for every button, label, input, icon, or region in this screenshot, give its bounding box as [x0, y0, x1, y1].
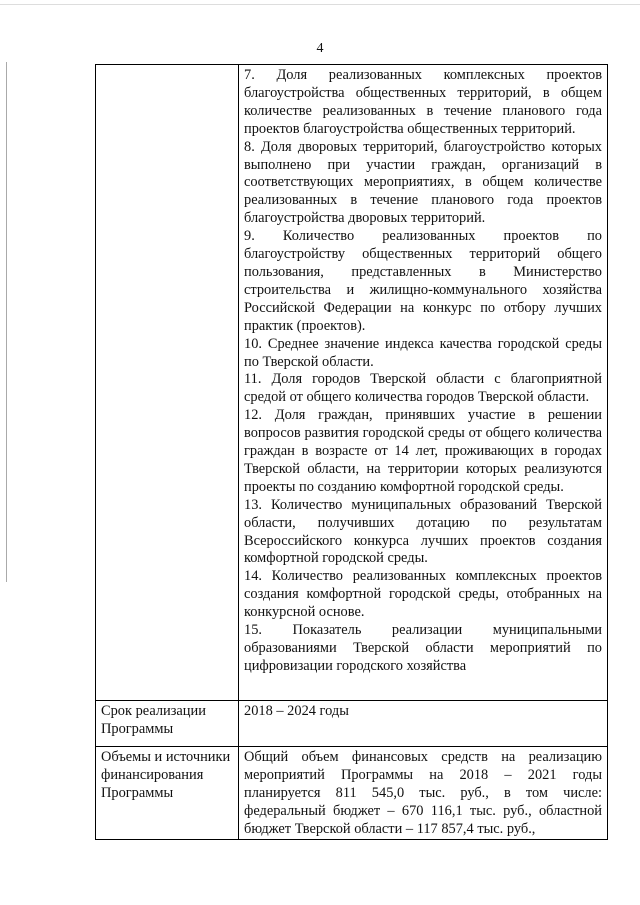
- program-passport-table: [95, 64, 608, 840]
- indicator-item: 8. Доля дворовых территорий, благоустройство которых выполнено при участии граждан, организаций в соответствующих мероприятиях, в общем количестве реализованных в течение планового года проектов благоустройства дворовых территорий.: [244, 138, 602, 227]
- table-row: [96, 747, 608, 840]
- funding-label: Объемы и источники финансирования Программы: [96, 747, 239, 840]
- table-row: [96, 65, 608, 701]
- table-row: [96, 701, 608, 747]
- scan-edge-mark: [0, 4, 640, 5]
- indicator-item: 7. Доля реализованных комплексных проектов благоустройства общественных территорий, в общем количестве реализованных в течение планового года проектов благоустройства общественных территорий.: [244, 67, 602, 137]
- indicators-cell: [239, 65, 608, 701]
- indicator-item: 9. Количество реализованных проектов по благоустройству общественных территорий общего пользования, представленных в Министерство строительства и жилищно-коммунального хозяйства Российской Федерации на конкурс по отбору лучших практик (проектов).: [244, 228, 602, 334]
- period-value: 2018 – 2024 годы: [239, 701, 608, 747]
- funding-value: Общий объем финансовых средств на реализацию мероприятий Программы на 2018 – 2021 годы планируется 811 545,0 тыс. руб., в том числе: федеральный бюджет – 670 116,1 тыс. руб., областной бюджет Тверской области – 117 857,4 тыс. руб.,: [239, 747, 608, 840]
- indicator-item: 12. Доля граждан, принявших участие в решении вопросов развития городской среды от общего количества граждан в возрасте от 14 лет, проживающих в городах Тверской области, на территории которых реализуются проекты по созданию комфортной городской среды.: [244, 407, 602, 495]
- empty-label-cell: [96, 65, 239, 701]
- indicator-item: 15. Показатель реализации муниципальными образованиями Тверской области мероприятий по цифровизации городского хозяйства: [244, 622, 602, 674]
- indicator-item: 13. Количество муниципальных образований Тверской области, получивших дотацию по результатам Всероссийского конкурса лучших проектов создания комфортной городской среды.: [244, 496, 602, 567]
- indicator-item: 11. Доля городов Тверской области с благоприятной средой от общего количества городов Тверской области.: [244, 371, 602, 406]
- page-number: 4: [316, 41, 324, 56]
- period-label: Срок реализации Программы: [96, 701, 239, 747]
- indicator-item: 10. Среднее значение индекса качества городской среды по Тверской области.: [244, 335, 602, 370]
- indicator-item: 14. Количество реализованных комплексных проектов создания комфортной городской среды, отобранных на конкурсной основе.: [244, 568, 602, 621]
- scan-edge-mark: [6, 62, 7, 582]
